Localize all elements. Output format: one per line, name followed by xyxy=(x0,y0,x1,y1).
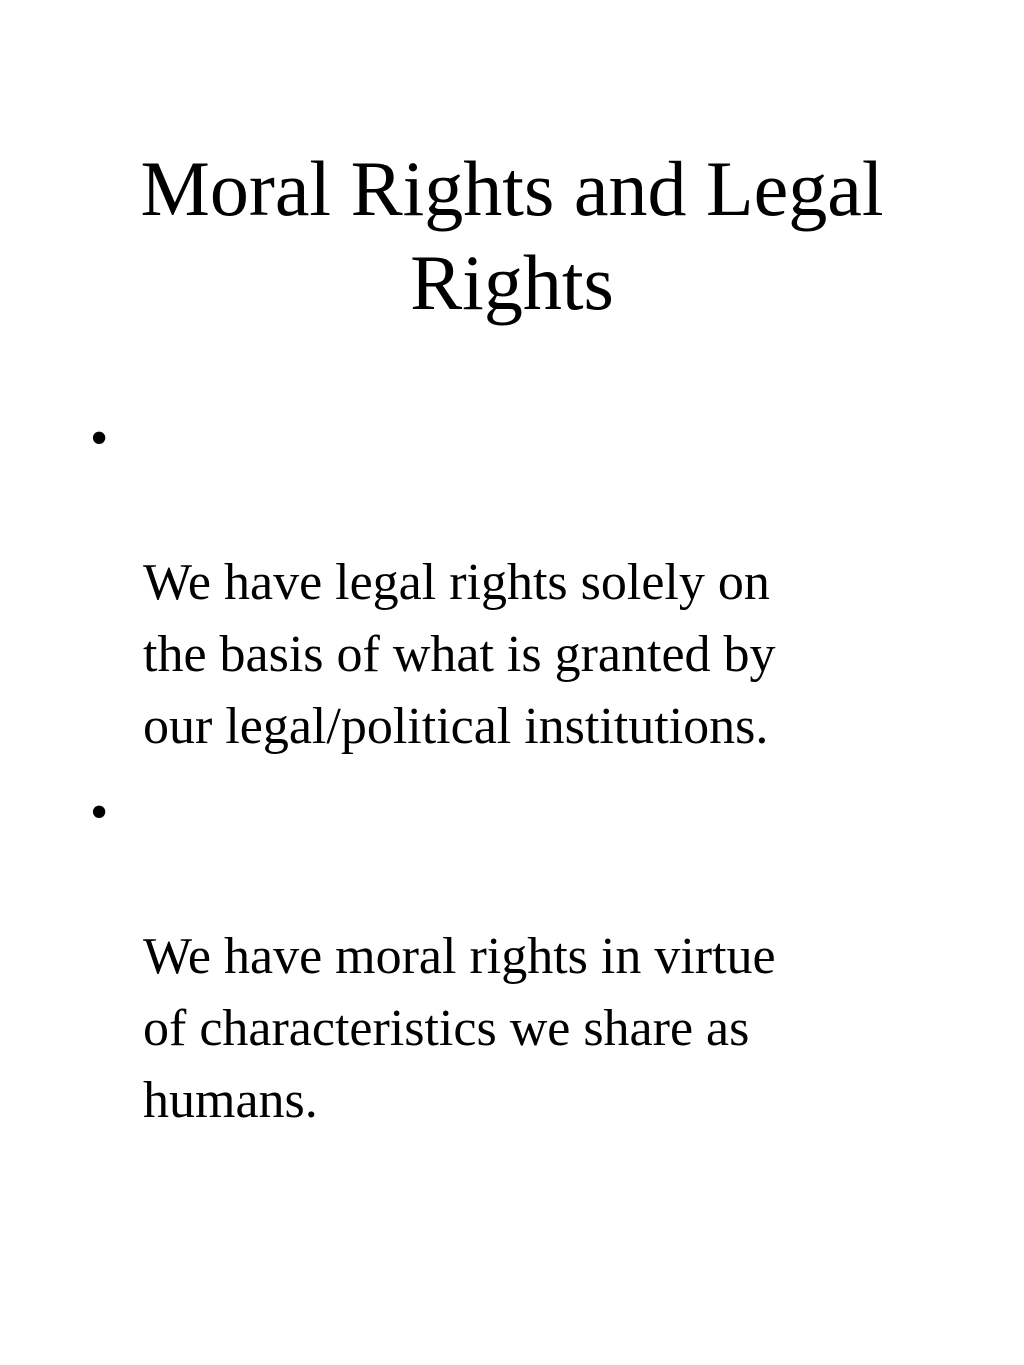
bullet-icon: • xyxy=(90,410,109,467)
bullet-item xyxy=(90,777,910,1137)
bullet-text: We have moral rights in virtue of characteristics we share as humans. xyxy=(143,928,776,1129)
bullet-list xyxy=(90,403,910,1151)
slide-title: Moral Rights and Legal Rights xyxy=(140,145,884,326)
bullet-item xyxy=(90,403,910,763)
bullet-icon: • xyxy=(90,784,109,841)
bullet-text: We have legal rights solely on the basis of what is granted by our legal/political institutions. xyxy=(143,554,776,755)
